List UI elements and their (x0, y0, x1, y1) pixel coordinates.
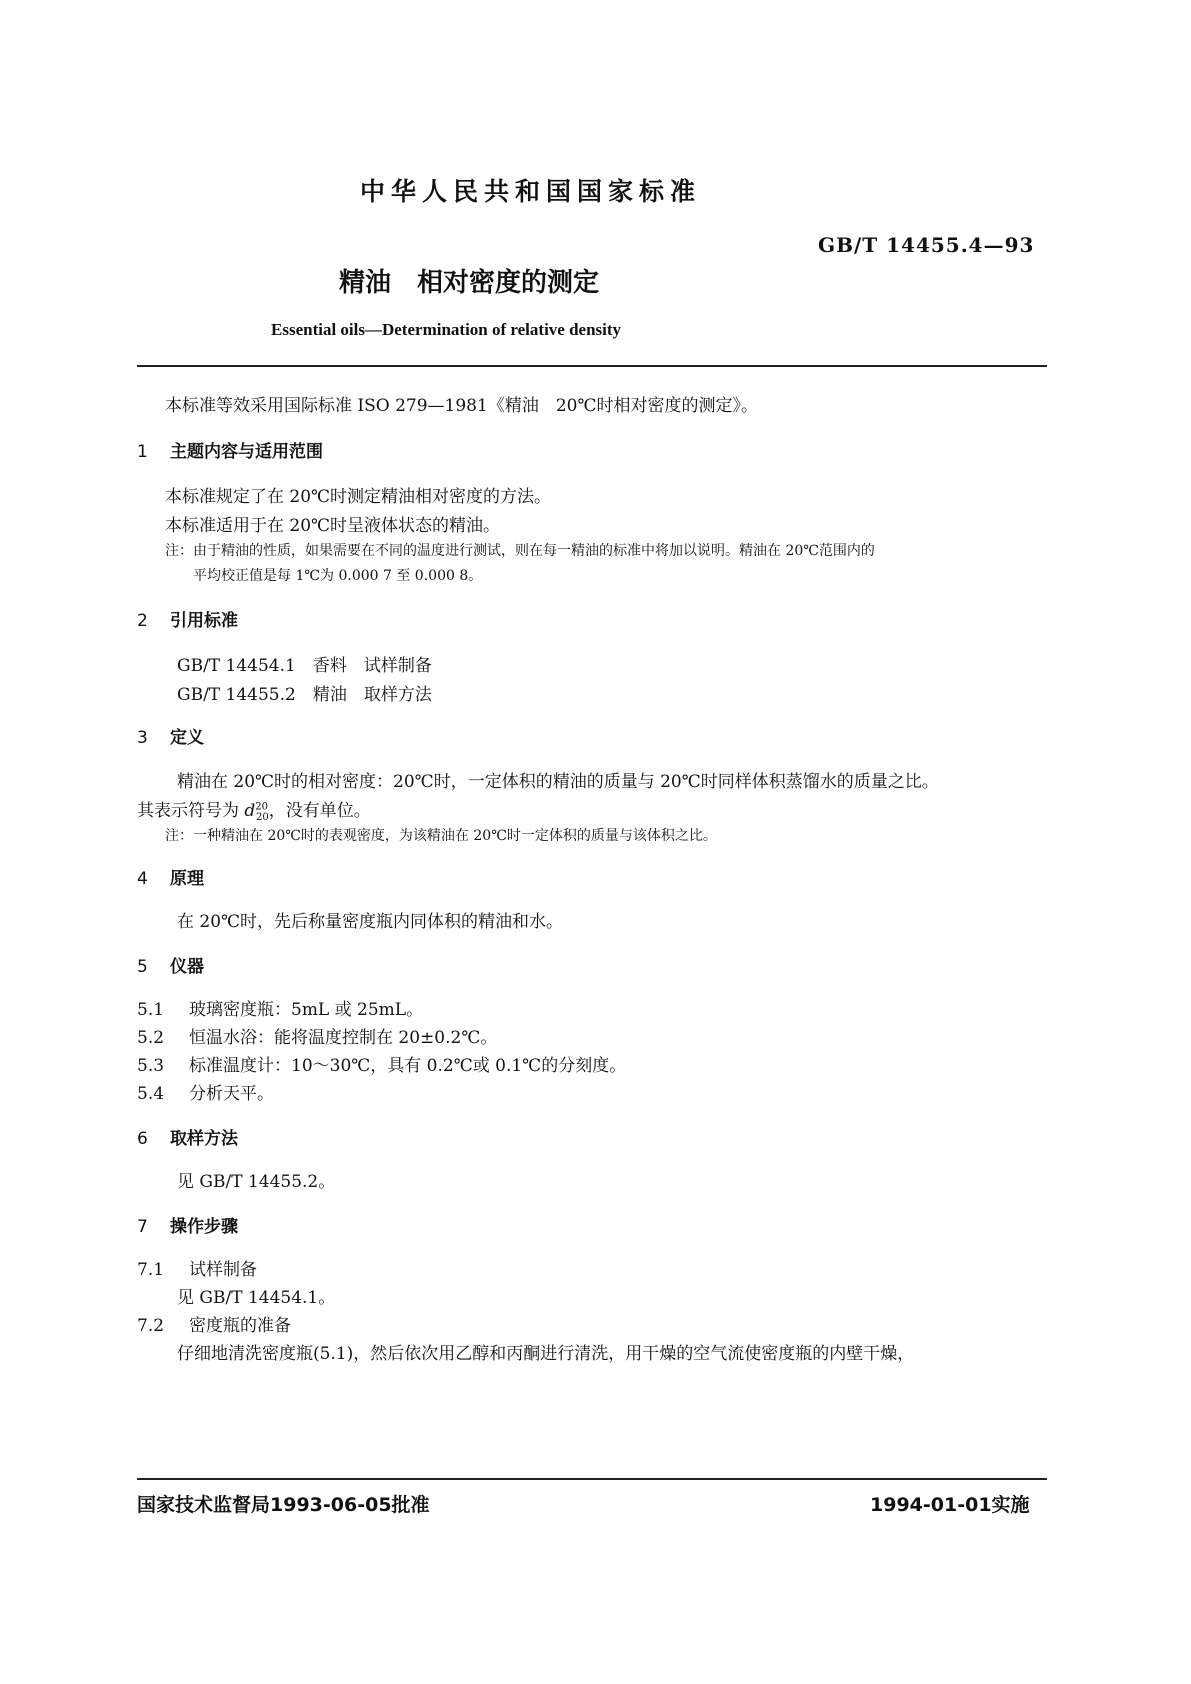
approval-date: 国家技术监督局1993-06-05批准 (137, 1494, 430, 1516)
implementation-date: 1994-01-01实施 (870, 1494, 1030, 1516)
section-1-heading: 1 主题内容与适用范围 (137, 442, 323, 462)
section-3-paragraph-1: 精油在 20℃时的相对密度：20℃时，一定体积的精油的质量与 20℃时同样体积蒸馏水的质量之比。 (177, 772, 939, 792)
section-1-paragraph-2: 本标准适用于在 20℃时呈液体状态的精油。 (165, 516, 501, 536)
list-item: 5.4 分析天平。 (137, 1084, 274, 1104)
standard-code: GB/T 14455.4—93 (818, 233, 1035, 257)
subsection-7-1-heading: 7.1 试样制备 (137, 1260, 257, 1280)
section-6-paragraph: 见 GB/T 14455.2。 (177, 1172, 336, 1192)
standard-header: 中华人民共和国国家标准 (359, 177, 701, 206)
section-2-heading: 2 引用标准 (137, 611, 238, 631)
bottom-divider (137, 1478, 1047, 1480)
english-subtitle: Essential oils—Determination of relative density (271, 320, 622, 339)
subsection-7-2-paragraph: 仔细地清洗密度瓶(5.1)，然后依次用乙醇和丙酮进行清洗，用干燥的空气流使密度瓶的内壁干燥， (177, 1344, 915, 1364)
section-1-paragraph-1: 本标准规定了在 20℃时测定精油相对密度的方法。 (165, 487, 552, 507)
reference-1: GB/T 14454.1 香料 试样制备 (177, 656, 432, 676)
list-item: 5.2 恒温水浴：能将温度控制在 20±0.2℃。 (137, 1028, 498, 1048)
list-item: 5.1 玻璃密度瓶：5mL 或 25mL。 (137, 1000, 424, 1020)
section-6-heading: 6 取样方法 (137, 1129, 238, 1149)
top-divider (137, 365, 1047, 367)
intro-paragraph: 本标准等效采用国际标准 ISO 279—1981《精油 20℃时相对密度的测定》。 (165, 396, 758, 416)
section-3-paragraph-2: 其表示符号为 $d^{20}_{20}$，没有单位。 (137, 801, 371, 824)
section-3-heading: 3 定义 (137, 728, 204, 748)
subsection-7-1-paragraph: 见 GB/T 14454.1。 (177, 1288, 336, 1308)
subsection-7-2-heading: 7.2 密度瓶的准备 (137, 1316, 291, 1336)
section-7-heading: 7 操作步骤 (137, 1217, 238, 1237)
section-1-note-line-1: 注：由于精油的性质，如果需要在不同的温度进行测试，则在每一精油的标准中将加以说明。精油在 20℃范围内的 (165, 543, 875, 559)
density-symbol: d (244, 801, 256, 821)
list-item: 5.3 标准温度计：10～30℃，具有 0.2℃或 0.1℃的分刻度。 (137, 1056, 627, 1076)
page-title: 精油 相对密度的测定 (339, 268, 600, 298)
section-3-note: 注：一种精油在 20℃时的表观密度，为该精油在 20℃时一定体积的质量与该体积之比。 (165, 828, 717, 844)
section-4-paragraph: 在 20℃时，先后称量密度瓶内同体积的精油和水。 (177, 912, 564, 932)
reference-2: GB/T 14455.2 精油 取样方法 (177, 685, 432, 705)
section-4-heading: 4 原理 (137, 869, 204, 889)
section-5-heading: 5 仪器 (137, 957, 204, 977)
section-1-note-line-2: 平均校正值是每 1℃为 0.000 7 至 0.000 8。 (193, 568, 483, 584)
